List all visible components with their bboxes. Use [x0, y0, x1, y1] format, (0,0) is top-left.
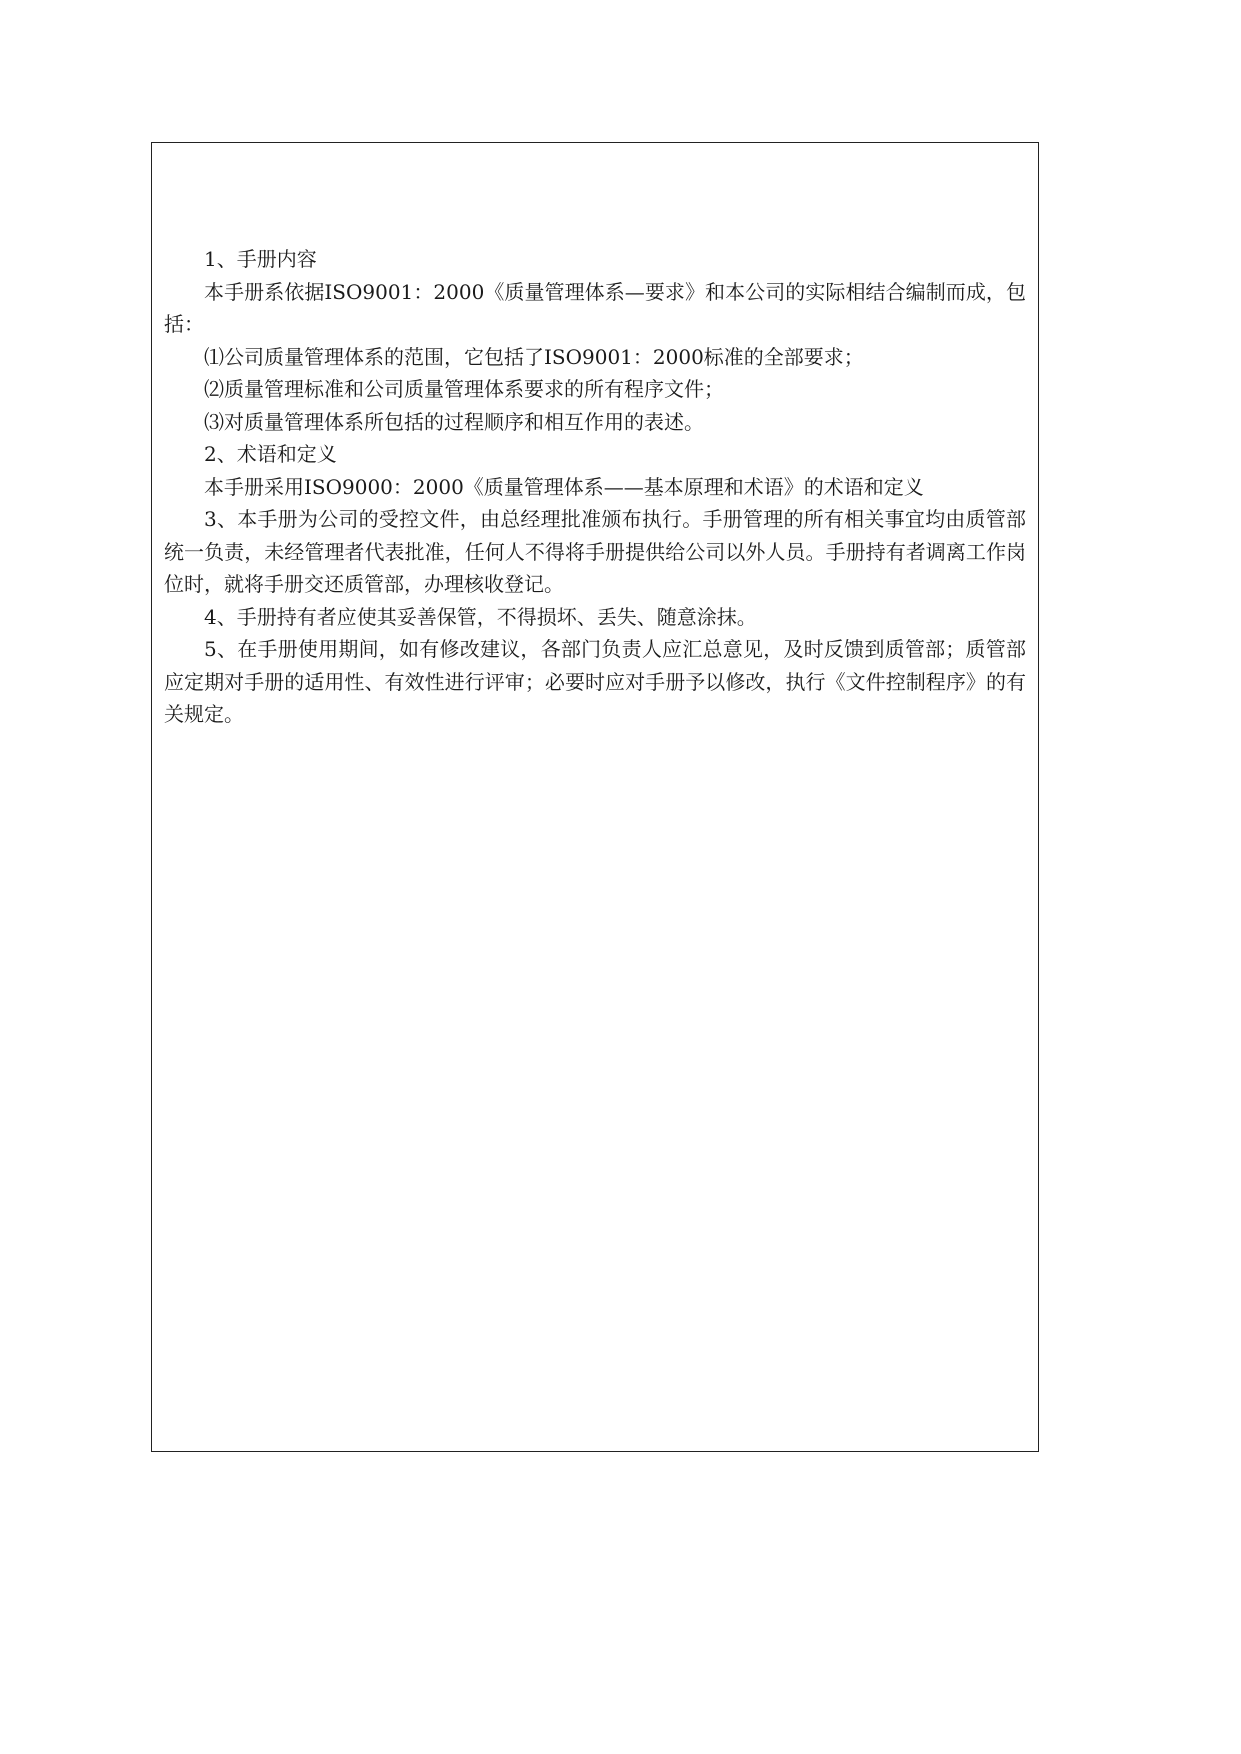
- paragraph-terms: 本手册采用ISO9000：2000《质量管理体系——基本原理和术语》的术语和定义: [204, 474, 924, 499]
- paragraph-holder-care: 4、手册持有者应使其妥善保管，不得损坏、丢失、随意涂抹。: [204, 604, 757, 629]
- section-heading-terms: 2、术语和定义: [204, 442, 337, 466]
- paragraph-basis: 本手册系依据ISO9001：2000《质量管理体系—要求》和本公司的实际相结合编制而成，包括：: [164, 279, 1026, 336]
- document-body: [164, 243, 1026, 731]
- paragraph-revision: 5、在手册使用期间，如有修改建议，各部门负责人应汇总意见，及时反馈到质管部；质管部应定期对手册的适用性、有效性进行评审；必要时应对手册予以修改，执行《文件控制程序》的有关规定。: [164, 637, 1026, 726]
- section-heading-manual-content: 1、手册内容: [204, 247, 317, 271]
- list-item-procedures: ⑵质量管理标准和公司质量管理体系要求的所有程序文件；: [204, 377, 724, 401]
- list-item-scope: ⑴公司质量管理体系的范围，它包括了ISO9001：2000标准的全部要求；: [204, 344, 864, 369]
- document-frame: [151, 142, 1039, 1452]
- list-item-process-interaction: ⑶对质量管理体系所包括的过程顺序和相互作用的表述。: [204, 409, 704, 434]
- paragraph-controlled-document: 3、本手册为公司的受控文件，由总经理批准颁布执行。手册管理的所有相关事宜均由质管部统一负责，未经管理者代表批准，任何人不得将手册提供给公司以外人员。手册持有者调离工作岗位时，就将手册交还质管部，办理核收登记。: [164, 507, 1026, 596]
